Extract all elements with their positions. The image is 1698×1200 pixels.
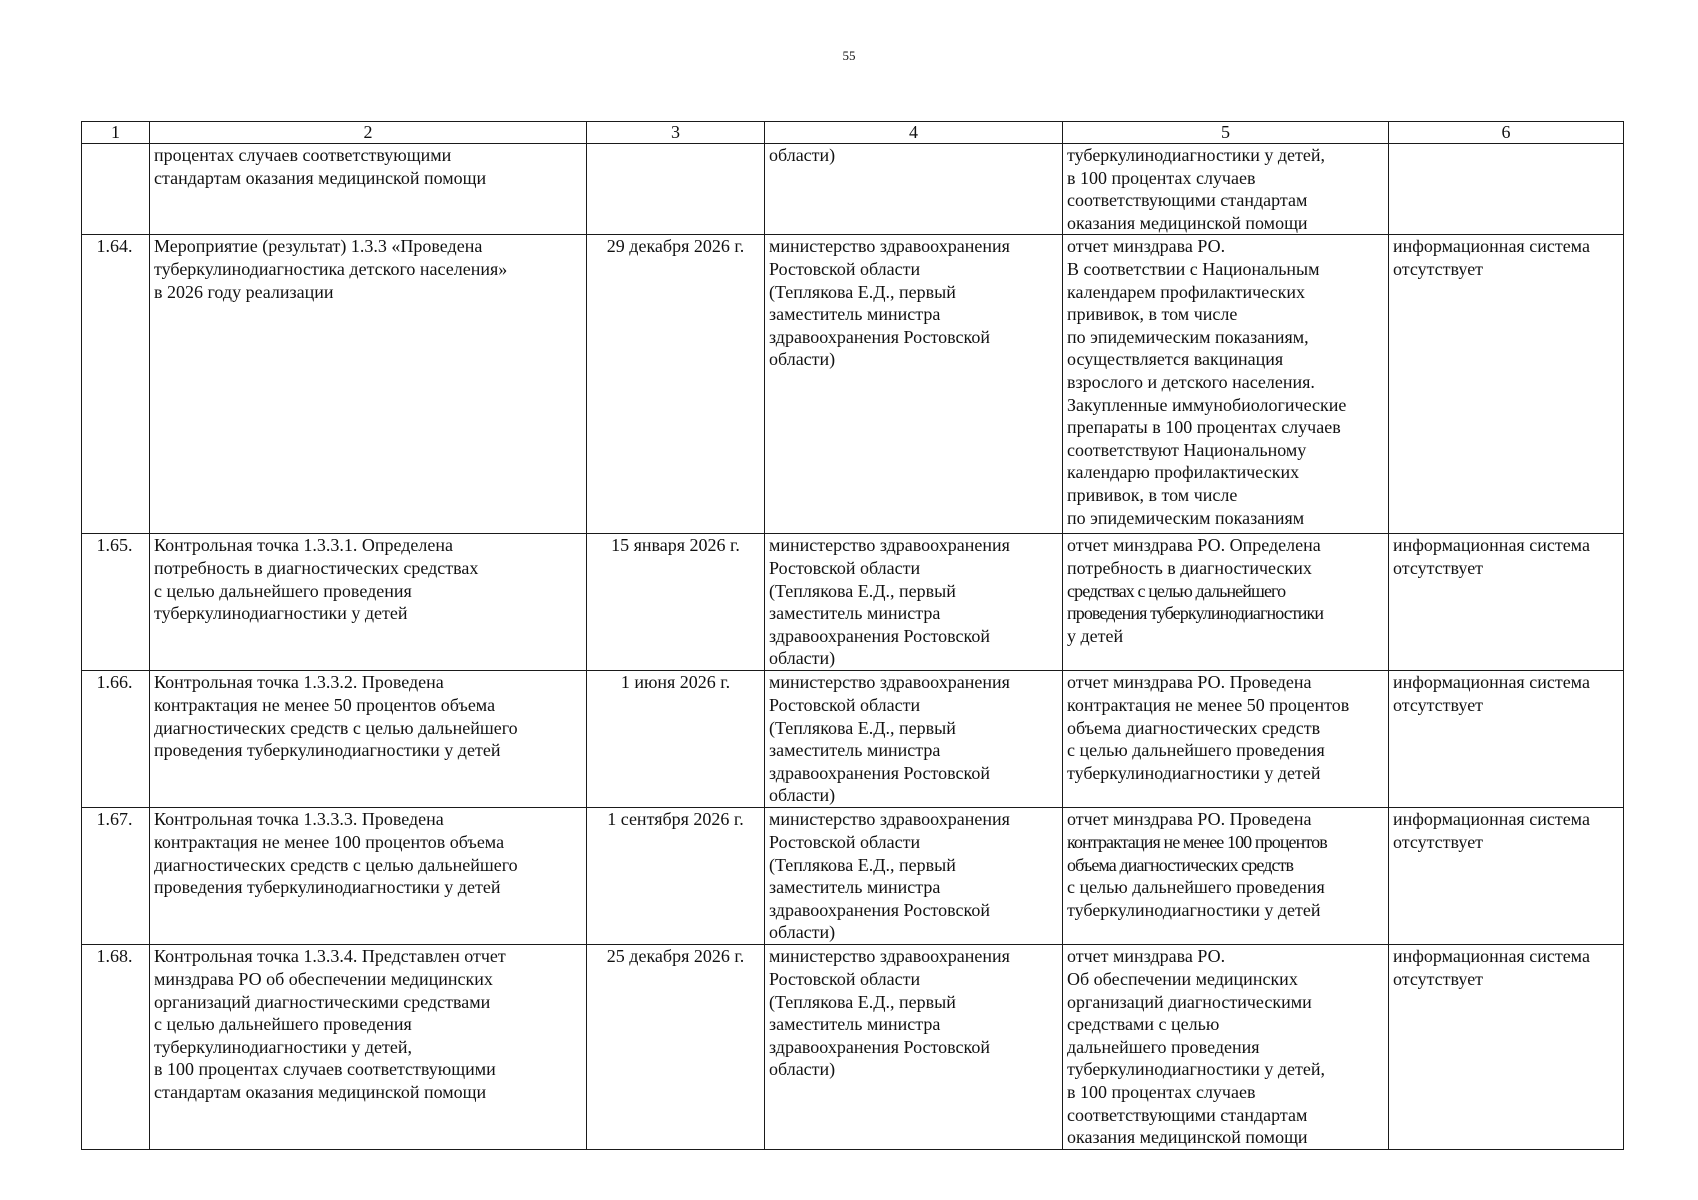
text-line: (Теплякова Е.Д., первый <box>769 854 956 875</box>
text-line: туберкулинодиагностики у детей, <box>154 1036 412 1057</box>
row-result <box>1063 534 1389 671</box>
text-line: заместитель министра <box>769 740 941 761</box>
text-line: заместитель министра <box>769 877 941 898</box>
text-line: у детей <box>1067 625 1124 646</box>
row-date: 25 декабря 2026 г. <box>587 945 765 1150</box>
text-line: области) <box>769 785 836 806</box>
text-line: (Теплякова Е.Д., первый <box>769 580 956 601</box>
text-line: с целью дальнейшего проведения <box>154 1014 412 1035</box>
text-line: министерство здравоохранения <box>769 236 1010 257</box>
header-col-1: 1 <box>82 122 150 144</box>
text-line: календарем профилактических <box>1067 281 1306 302</box>
text-line: здравоохранения Ростовской <box>769 326 990 347</box>
text-line: соответствующими стандартам <box>1067 1104 1308 1125</box>
text-line: отчет минздрава РО. <box>1067 946 1226 967</box>
text-line: в 2026 году реализации <box>154 281 334 302</box>
text-line: прививок, в том числе <box>1067 484 1238 505</box>
page-number: 55 <box>842 48 856 63</box>
text-line: средствами с целью <box>1067 1014 1220 1035</box>
text-line: здравоохранения Ростовской <box>769 899 990 920</box>
row-date: 29 декабря 2026 г. <box>587 235 765 534</box>
text-line: области) <box>769 1059 836 1080</box>
table-row-1-65 <box>82 534 1624 671</box>
text-line: (Теплякова Е.Д., первый <box>769 991 956 1012</box>
header-col-4: 4 <box>765 122 1063 144</box>
row-number: 1.64. <box>82 235 150 534</box>
text-line: заместитель министра <box>769 304 941 325</box>
text-line: здравоохранения Ростовской <box>769 1036 990 1057</box>
text-line: с целью дальнейшего проведения <box>1067 877 1325 898</box>
table-row-continuation <box>82 144 1624 235</box>
text-line: информационная система <box>1393 809 1590 830</box>
text-line: Контрольная точка 1.3.3.2. Проведена <box>154 672 444 693</box>
text-line: контрактация не менее 50 процентов <box>1067 694 1350 715</box>
row-system <box>1389 671 1624 808</box>
row-result <box>1063 144 1389 235</box>
text-line: заместитель министра <box>769 603 941 624</box>
text-line: отчет минздрава РО. Определена <box>1067 535 1321 556</box>
text-line: объема диагностических средств <box>1067 854 1294 875</box>
text-line: отчет минздрава РО. Проведена <box>1067 809 1312 830</box>
text-line: Контрольная точка 1.3.3.4. Представлен отчет <box>154 946 506 967</box>
row-number: 1.68. <box>82 945 150 1150</box>
text-line: области) <box>769 648 836 669</box>
row-responsible <box>765 808 1063 945</box>
text-line: прививок, в том числе <box>1067 304 1238 325</box>
text-line: Ростовской области <box>769 968 921 989</box>
row-system <box>1389 235 1624 534</box>
text-line: области) <box>769 922 836 943</box>
text-line: информационная система <box>1393 535 1590 556</box>
text-line: Ростовской области <box>769 557 921 578</box>
text-line: здравоохранения Ростовской <box>769 625 990 646</box>
header-col-6: 6 <box>1389 122 1624 144</box>
row-description <box>150 534 587 671</box>
row-number: 1.66. <box>82 671 150 808</box>
text-line: по эпидемическим показаниям <box>1067 507 1305 528</box>
row-system <box>1389 534 1624 671</box>
plan-table <box>81 121 1624 1150</box>
text-line: взрослого и детского населения. <box>1067 371 1315 392</box>
text-line: отчет минздрава РО. Проведена <box>1067 672 1312 693</box>
text-line: в 100 процентах случаев <box>1067 167 1256 188</box>
row-date <box>587 144 765 235</box>
text-line: с целью дальнейшего проведения <box>1067 740 1325 761</box>
row-result <box>1063 808 1389 945</box>
text-line: соответствуют Национальному <box>1067 439 1307 460</box>
table-row-1-66 <box>82 671 1624 808</box>
row-system <box>1389 144 1624 235</box>
row-number: 1.65. <box>82 534 150 671</box>
table-row-1-68 <box>82 945 1624 1150</box>
text-line: в 100 процентах случаев <box>1067 1081 1256 1102</box>
row-system <box>1389 808 1624 945</box>
row-responsible <box>765 534 1063 671</box>
text-line: В соответствии с Национальным <box>1067 258 1320 279</box>
text-line: соответствующими стандартам <box>1067 190 1308 211</box>
text-line: Ростовской области <box>769 831 921 852</box>
row-number: 1.67. <box>82 808 150 945</box>
text-line: средствах с целью дальнейшего <box>1067 580 1286 601</box>
row-date: 1 сентября 2026 г. <box>587 808 765 945</box>
text-line: заместитель министра <box>769 1014 941 1035</box>
row-result <box>1063 945 1389 1150</box>
text-line: диагностических средств с целью дальнейшего <box>154 717 518 738</box>
text-line: отсутствует <box>1393 968 1484 989</box>
text-line: области) <box>769 349 836 370</box>
text-line: проведения туберкулинодиагностики у детей <box>154 877 501 898</box>
row-number <box>82 144 150 235</box>
row-result <box>1063 235 1389 534</box>
text-line: туберкулинодиагностика детского населения» <box>154 258 508 279</box>
text-line: Ростовской области <box>769 694 921 715</box>
row-responsible <box>765 671 1063 808</box>
text-line: Закупленные иммунобиологические <box>1067 394 1347 415</box>
text-line: контрактация не менее 100 процентов <box>1067 831 1327 852</box>
text-line: области) <box>769 145 836 165</box>
text-line: организаций диагностическими средствами <box>154 991 491 1012</box>
text-line: (Теплякова Е.Д., первый <box>769 281 956 302</box>
row-date: 15 января 2026 г. <box>587 534 765 671</box>
header-row <box>82 122 1624 144</box>
header-col-2: 2 <box>150 122 587 144</box>
text-line: Мероприятие (результат) 1.3.3 «Проведена <box>154 236 483 257</box>
text-line: организаций диагностическими <box>1067 991 1312 1012</box>
row-description <box>150 144 587 235</box>
text-line: туберкулинодиагностики у детей, <box>1067 1059 1325 1080</box>
text-line: туберкулинодиагностики у детей, <box>1067 145 1325 165</box>
text-line: (Теплякова Е.Д., первый <box>769 717 956 738</box>
text-line: Об обеспечении медицинских <box>1067 968 1298 989</box>
text-line: отчет минздрава РО. <box>1067 236 1226 257</box>
text-line: дальнейшего проведения <box>1067 1036 1260 1057</box>
text-line: Контрольная точка 1.3.3.1. Определена <box>154 535 453 556</box>
text-line: информационная система <box>1393 236 1590 257</box>
text-line: осуществляется вакцинация <box>1067 349 1284 370</box>
text-line: туберкулинодиагностики у детей <box>1067 899 1321 920</box>
table-row-1-67 <box>82 808 1624 945</box>
text-line: контрактация не менее 50 процентов объема <box>154 694 496 715</box>
text-line: оказания медицинской помощи <box>1067 1127 1308 1148</box>
text-line: в 100 процентах случаев соответствующими <box>154 1059 496 1080</box>
text-line: информационная система <box>1393 672 1590 693</box>
text-line: процентах случаев соответствующими <box>154 145 452 165</box>
text-line: контрактация не менее 100 процентов объема <box>154 831 505 852</box>
text-line: стандартам оказания медицинской помощи <box>154 167 487 188</box>
text-line: информационная система <box>1393 946 1590 967</box>
row-description <box>150 235 587 534</box>
text-line: Контрольная точка 1.3.3.3. Проведена <box>154 809 444 830</box>
text-line: диагностических средств с целью дальнейшего <box>154 854 518 875</box>
row-result <box>1063 671 1389 808</box>
text-line: отсутствует <box>1393 694 1484 715</box>
text-line: объема диагностических средств <box>1067 717 1321 738</box>
text-line: Ростовской области <box>769 258 921 279</box>
table-row-1-64 <box>82 235 1624 534</box>
text-line: министерство здравоохранения <box>769 809 1010 830</box>
text-line: минздрава РО об обеспечении медицинских <box>154 968 493 989</box>
text-line: оказания медицинской помощи <box>1067 212 1308 233</box>
text-line: министерство здравоохранения <box>769 535 1010 556</box>
row-description <box>150 808 587 945</box>
text-line: препараты в 100 процентах случаев <box>1067 417 1341 438</box>
text-line: туберкулинодиагностики у детей <box>1067 762 1321 783</box>
text-line: по эпидемическим показаниям, <box>1067 326 1309 347</box>
row-responsible <box>765 144 1063 235</box>
text-line: министерство здравоохранения <box>769 672 1010 693</box>
text-line: здравоохранения Ростовской <box>769 762 990 783</box>
row-system <box>1389 945 1624 1150</box>
text-line: туберкулинодиагностики у детей <box>154 603 408 624</box>
header-col-3: 3 <box>587 122 765 144</box>
row-responsible <box>765 945 1063 1150</box>
text-line: потребность в диагностических средствах <box>154 557 479 578</box>
text-line: календарю профилактических <box>1067 462 1300 483</box>
text-line: проведения туберкулинодиагностики <box>1067 603 1324 624</box>
text-line: с целью дальнейшего проведения <box>154 580 412 601</box>
row-date: 1 июня 2026 г. <box>587 671 765 808</box>
text-line: отсутствует <box>1393 831 1484 852</box>
text-line: потребность в диагностических <box>1067 557 1312 578</box>
text-line: отсутствует <box>1393 258 1484 279</box>
row-responsible <box>765 235 1063 534</box>
text-line: проведения туберкулинодиагностики у детей <box>154 740 501 761</box>
header-col-5: 5 <box>1063 122 1389 144</box>
text-line: отсутствует <box>1393 557 1484 578</box>
text-line: министерство здравоохранения <box>769 946 1010 967</box>
row-description <box>150 671 587 808</box>
row-description <box>150 945 587 1150</box>
text-line: стандартам оказания медицинской помощи <box>154 1081 487 1102</box>
